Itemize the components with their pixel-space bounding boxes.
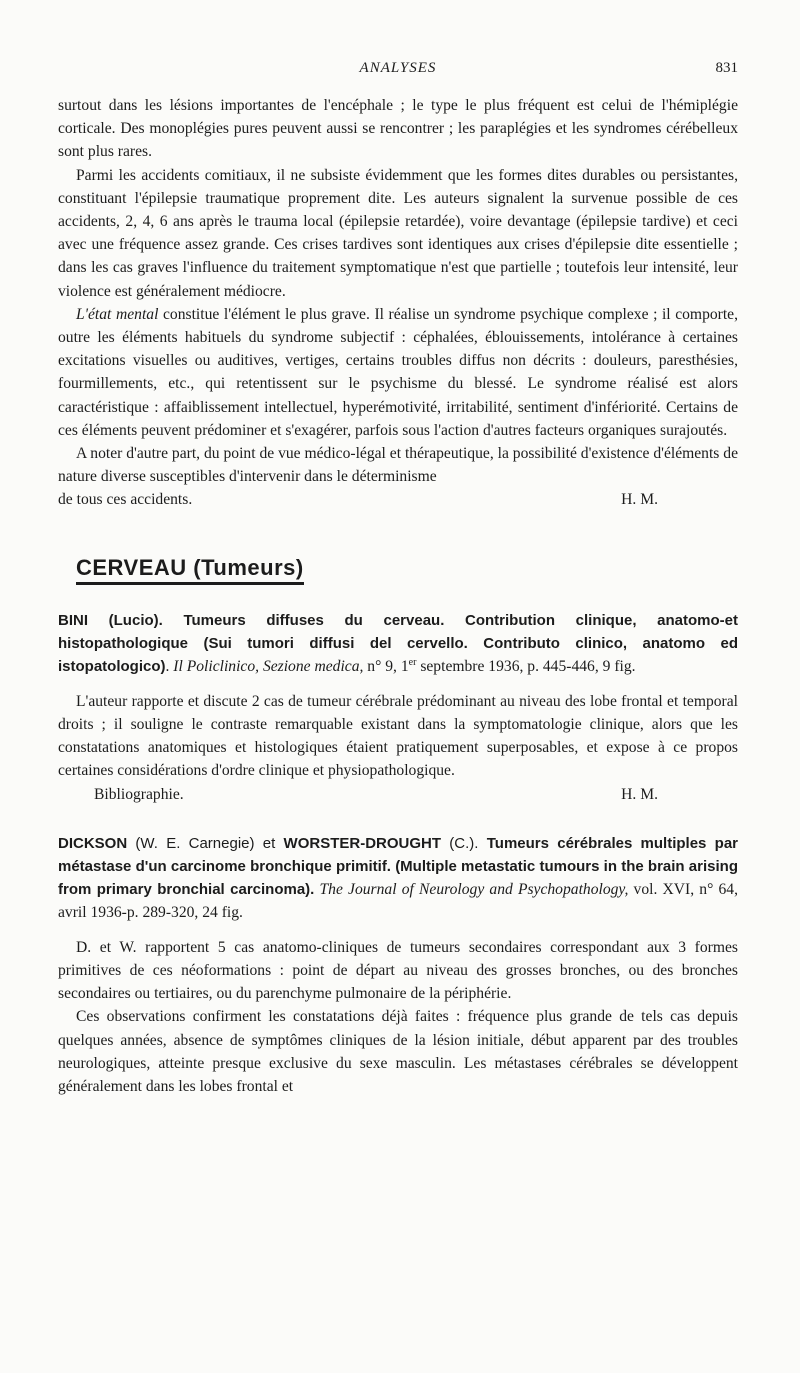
intro-paragraph-3-text: constitue l'élément le plus grave. Il réalise un syndrome psychique complexe ; il comporte, outre les éléments habituels du syndrome subjectif : céphalées, éblouissements, intolérance à certaines excitations visuelles ou auditives, vertiges, certains troubles diffus non décrits : douleurs, paresthésies, fourmillements, etc., qui retentissent sur le psychisme du blessé. Le syndrome réalisé est alors caractéristique : affaiblissement intellectuel, hyperémotivité, irritabilité, sentiment d'infériorité. Certains de ces éléments peuvent prédominer et s'exagérer, parfois sous l'action d'autres facteurs organiques surajoutés. — [58, 305, 739, 439]
intro-paragraph-1: surtout dans les lésions importantes de l'encéphale ; le type le plus fréquent est celui de l'hémiplégie corticale. Des monoplégies pures peuvent aussi se rencontrer ; les paraplégies et les syndromes cérébelleux sont plus rares. — [58, 97, 738, 161]
intro-signature: H. M. — [621, 491, 658, 509]
entry-2-title-fr: Tumeurs cérébrales multiples par métastase d'un carcinome bronchique primitif. — [58, 834, 739, 875]
entry-2-heading — [58, 832, 738, 924]
page-number: 831 — [715, 60, 738, 76]
page-body — [58, 94, 738, 1098]
entry-2-author-1-given: (W. E. Carnegie) — [127, 834, 263, 852]
entry-2-author-and: et — [262, 834, 276, 852]
entry-2-author-2: WORSTER-DROUGHT — [275, 834, 442, 852]
intro-paragraph-4-last: de tous ces accidents. — [58, 491, 193, 509]
entry-2-title-en: (Multiple metastatic tumours in the brain arising from primary bronchial carcinoma). — [58, 857, 738, 898]
entry-2-details: vol. XVI, n° 64, avril 1936-p. 289-320, 24 fig. — [58, 880, 738, 921]
entry-1-title-fr: Tumeurs diffuses du cerveau. Contribution clinique, anatomo-et histopathologique — [58, 611, 738, 652]
intro-paragraph-2: Parmi les accidents comitiaux, il ne subsiste évidemment que les formes dites durables ou persistantes, constituant l'épilepsie traumatique proprement dite. Les auteurs signalent la survenue possible de ces accidents, 2, 4, 6 ans après le trauma local (épilepsie retardée), voire devantage (épilepsie tardive) et ceci avec une fréquence assez grande. Ces crises tardives sont identiques aux crises d'épilepsie dite essentielle ; dans les cas graves l'influence du traitement symptomatique n'est que partielle ; toutefois leur intensité, leur violence est généralement médiocre. — [58, 166, 738, 300]
mental-state-term: L'état mental — [76, 305, 159, 323]
entry-1-details-sup: er — [408, 656, 417, 668]
entry-2-author-1: DICKSON — [58, 834, 128, 852]
intro-paragraph-4: A noter d'autre part, du point de vue médico-légal et thérapeutique, la possibilité d'existence d'éléments de nature diverse susceptibles d'intervenir dans le déterminisme — [58, 445, 738, 486]
running-title: ANALYSES — [359, 60, 437, 76]
entry-2-paragraph-1: D. et W. rapportent 5 cas anatomo-cliniques de tumeurs secondaires correspondant aux 3 formes primitives de ces néoformations : point de départ au niveau des grosses bronches, ou des bronches secondaires ou tertiaires, ou du parenchyme pulmonaire de la périphérie. — [58, 938, 738, 1003]
intro-paragraph-3 — [58, 303, 738, 442]
section-heading: CERVEAU (Tumeurs) — [76, 556, 304, 585]
entry-2-journal: The Journal of Neurology and Psychopathology, — [319, 880, 629, 898]
running-head — [58, 60, 738, 84]
entry-1-bibliography: Bibliographie. — [94, 785, 184, 803]
entry-1-title-it: (Sui tumori diffusi del cervello. Contributo clinico, anatomo ed istopatologico) — [58, 634, 738, 675]
entry-1-author: BINI (Lucio). — [58, 611, 163, 629]
entry-1-body: L'auteur rapporte et discute 2 cas de tumeur cérébrale prédominant au niveau des lobe frontal et temporal droits ; il souligne le contraste remarquable existant dans la symptomatologie clinique, alors que les constatations anatomiques et histologiques étaient pratiquement superposables, et expose à ce propos certaines considérations d'ordre clinique et physiopathologique. — [58, 692, 738, 780]
entry-1-journal: Il Policlinico, Sezione medica, — [173, 657, 364, 675]
entry-1-details-pre: n° 9, 1 — [363, 657, 409, 675]
entry-2-paragraph-2: Ces observations confirment les constatations déjà faites : fréquence plus grande de tels cas depuis quelques années, absence de symptômes cliniques de la lésion initiale, début apparent par des troubles neurologiques, atteinte presque exclusive du sexe masculin. Les métastases cérébrales se développent généralement dans les lobes frontal et — [58, 1008, 738, 1096]
intro-closing-line — [58, 488, 738, 511]
entry-1-heading — [58, 609, 738, 678]
entry-1-citation: . Il Policlinico, Sezione medica, n° 9, 1er septembre 1936, p. 445-446, 9 fig. — [165, 656, 636, 675]
entry-2-author-2-given: (C.). — [441, 834, 479, 852]
entry-1-details-post: septembre 1936, p. 445-446, 9 fig. — [416, 657, 636, 675]
entry-1-closing-line — [58, 783, 738, 806]
entry-1-signature: H. M. — [621, 785, 658, 803]
